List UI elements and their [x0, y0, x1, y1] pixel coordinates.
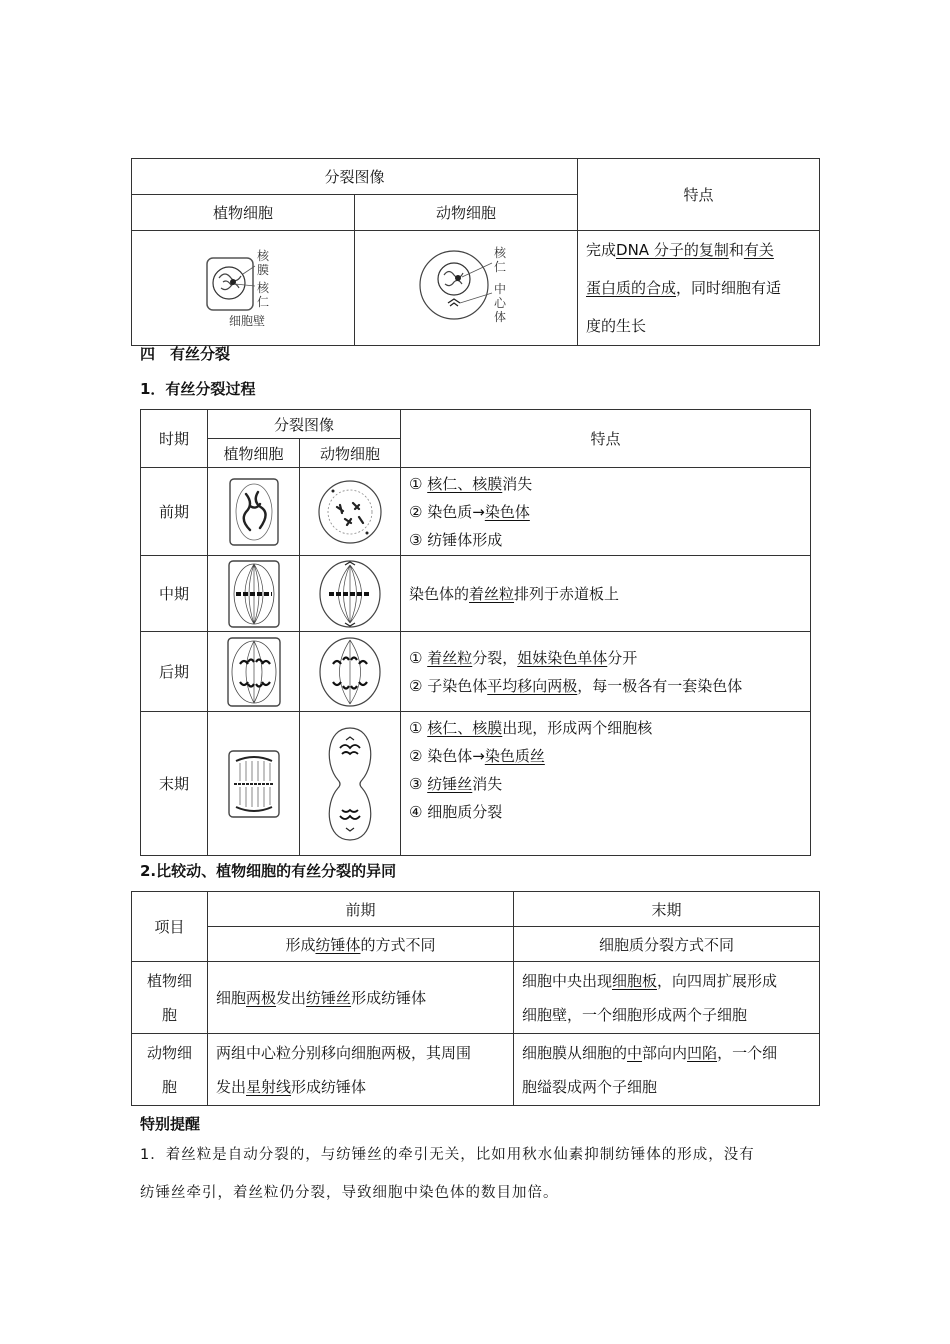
- animal-label-0: 核: [494, 246, 507, 260]
- reminder-title: 特别提醒: [140, 1115, 201, 1133]
- feature-text: 消失: [502, 474, 533, 493]
- metaphase-features: [401, 556, 811, 632]
- reminder-paragraph: [140, 1140, 820, 1208]
- comparison-title: 2.比较动、植物细胞的有丝分裂的异同: [140, 862, 397, 880]
- plant-metaphase-figure: [208, 556, 300, 632]
- row-plant-cell: [132, 962, 208, 1034]
- telophase-features: [401, 712, 811, 856]
- item-number: ②: [409, 746, 428, 765]
- cell-text: 两组中心粒分别移向细胞两极，其周围: [216, 1043, 472, 1062]
- period-metaphase: 中期: [141, 556, 208, 632]
- feature-text: 染色体→: [427, 746, 485, 765]
- row-label: 胞: [161, 1005, 177, 1024]
- plant-prophase-diagram: [226, 476, 282, 548]
- animal-metaphase-figure: [300, 556, 401, 632]
- plant-prophase-figure: [208, 468, 300, 556]
- feature-text: 排列于赤道板上: [514, 584, 620, 603]
- cell-text: 形成: [285, 935, 316, 954]
- row-label: 动物细: [146, 1043, 192, 1062]
- feature-text: 完成: [586, 241, 617, 259]
- cell-text: 细胞: [216, 989, 247, 1007]
- animal-metaphase-diagram: [317, 559, 383, 629]
- underlined-term: 纺锤丝: [427, 774, 473, 793]
- underlined-term: 染色体: [484, 502, 530, 521]
- plant-prophase-cell: [208, 962, 514, 1034]
- plant-label-3: 仁: [257, 295, 270, 309]
- period-anaphase: 后期: [141, 632, 208, 712]
- animal-prophase-diagram: [315, 477, 385, 547]
- animal-telophase-figure: [300, 712, 401, 856]
- plant-interphase-figure: [132, 231, 355, 346]
- feature-text: 染色体的: [409, 584, 470, 603]
- plant-telophase-cell: [514, 962, 820, 1034]
- feature-text: ④ 细胞质分裂: [409, 802, 503, 821]
- telophase-difference: 细胞质分裂方式不同: [514, 927, 820, 962]
- section4-title: 四 有丝分裂: [140, 345, 231, 363]
- feature-text: 分开: [607, 648, 638, 667]
- plant-label-4: 细胞壁: [229, 314, 266, 328]
- cell-text: 的方式不同: [360, 935, 436, 954]
- header-features: 特点: [401, 410, 811, 468]
- animal-prophase-figure: [300, 468, 401, 556]
- feature-text: ，同时细胞有适: [676, 279, 782, 297]
- underlined-term: 着丝粒: [427, 648, 473, 667]
- item-number: ①: [409, 718, 428, 737]
- animal-label-2: 中: [494, 282, 507, 296]
- feature-underlined: 蛋白质的合成: [586, 279, 677, 297]
- item-number: ②: [409, 676, 428, 695]
- feature-text: 分裂，: [472, 648, 518, 667]
- animal-anaphase-figure: [300, 632, 401, 712]
- underlined-term: 染色质丝: [484, 746, 545, 765]
- row-animal-cell: [132, 1034, 208, 1106]
- interphase-features: [578, 231, 820, 346]
- underlined-term: 星射线: [246, 1077, 292, 1096]
- item-number: ①: [409, 474, 428, 493]
- feature-text: ③ 纺锤体形成: [409, 530, 503, 549]
- item-number: ①: [409, 648, 428, 667]
- animal-prophase-cell: [208, 1034, 514, 1106]
- reminder-line-1: 1．着丝粒是自动分裂的，与纺锤丝的牵引无关，比如用秋水仙素抑制纺锤体的形成，没有: [140, 1147, 755, 1163]
- plant-telophase-diagram: [226, 749, 282, 819]
- period-prophase: 前期: [141, 468, 208, 556]
- plant-label-0: 核: [257, 249, 270, 263]
- underlined-term: 着丝粒: [469, 584, 515, 603]
- feature-text: 和: [728, 241, 744, 259]
- header-features: 特点: [578, 159, 820, 231]
- cell-text: 细胞壁，一个细胞形成两个子细胞: [522, 1005, 748, 1024]
- row-label: 胞: [161, 1077, 177, 1096]
- prophase-difference: [208, 927, 514, 962]
- plant-interphase-diagram: [203, 248, 283, 328]
- plant-telophase-figure: [208, 712, 300, 856]
- underlined-term: 平均移向两极: [487, 676, 578, 695]
- animal-telophase-cell: [514, 1034, 820, 1106]
- underlined-term: 纺锤丝: [306, 989, 352, 1007]
- mitosis-table: [140, 409, 811, 856]
- feature-underlined: 有关: [743, 241, 774, 259]
- reminder-line-2: 纺锤丝牵引，着丝粒仍分裂，导致细胞中染色体的数目加倍。: [140, 1185, 559, 1201]
- cell-text: 部向内: [642, 1043, 688, 1062]
- underlined-term: 凹陷: [687, 1043, 718, 1062]
- feature-text: 染色质→: [427, 502, 485, 521]
- feature-text: 消失: [472, 774, 503, 793]
- plant-anaphase-figure: [208, 632, 300, 712]
- plant-label-1: 膜: [257, 263, 270, 277]
- anaphase-features: [401, 632, 811, 712]
- feature-text: 度的生长: [586, 317, 647, 335]
- underlined-term: 姐妹染色单体: [517, 648, 608, 667]
- mitosis-process-title: 1．有丝分裂过程: [140, 380, 256, 398]
- cell-text: 形成纺锤体: [291, 1077, 367, 1096]
- interphase-table: [131, 158, 820, 346]
- header-item: 项目: [132, 892, 208, 962]
- cell-text: ，向四周扩展形成: [657, 971, 778, 990]
- prophase-features: [401, 468, 811, 556]
- col-animal-cell: 动物细胞: [355, 195, 578, 231]
- cell-text: 发出: [216, 1077, 247, 1096]
- cell-text: 发出: [276, 989, 307, 1007]
- cell-text: ，一个细: [717, 1043, 778, 1062]
- header-plant: 植物细胞: [208, 439, 300, 468]
- cell-text: 细胞膜从细胞的: [522, 1043, 628, 1062]
- period-telophase: 末期: [141, 712, 208, 856]
- animal-label-4: 体: [494, 310, 507, 324]
- underlined-term: 纺锤体: [315, 935, 361, 954]
- underlined-term: 中: [627, 1043, 643, 1062]
- plant-anaphase-diagram: [226, 636, 282, 708]
- animal-telophase-diagram: [320, 724, 380, 844]
- col-plant-cell: 植物细胞: [132, 195, 355, 231]
- feature-underlined: DNA 分子的复制: [616, 241, 729, 259]
- item-number: ③: [409, 774, 428, 793]
- header-animal: 动物细胞: [300, 439, 401, 468]
- underlined-term: 核仁、核膜: [427, 718, 503, 737]
- feature-text: 子染色体: [427, 676, 488, 695]
- underlined-term: 核仁、核膜: [427, 474, 503, 493]
- plant-metaphase-diagram: [226, 559, 282, 629]
- item-number: ②: [409, 502, 428, 521]
- row-label: 植物细: [146, 971, 192, 990]
- comparison-table: [131, 891, 820, 1106]
- animal-label-3: 心: [494, 296, 507, 310]
- feature-text: ，每一极各有一套染色体: [577, 676, 743, 695]
- underlined-term: 细胞板: [612, 971, 658, 990]
- header-prophase: 前期: [208, 892, 514, 927]
- header-division-images: 分裂图像: [132, 159, 578, 195]
- cell-text: 形成纺锤体: [351, 989, 427, 1007]
- cell-text: 胞缢裂成两个子细胞: [522, 1077, 658, 1096]
- animal-anaphase-diagram: [317, 636, 383, 708]
- header-telophase: 末期: [514, 892, 820, 927]
- underlined-term: 两极: [246, 989, 277, 1007]
- feature-text: 出现，形成两个细胞核: [502, 718, 653, 737]
- cell-text: 细胞中央出现: [522, 971, 613, 990]
- animal-label-1: 仁: [494, 260, 507, 274]
- plant-label-2: 核: [257, 281, 270, 295]
- header-period: 时期: [141, 410, 208, 468]
- header-images: 分裂图像: [208, 410, 401, 439]
- animal-interphase-diagram: [418, 243, 514, 333]
- animal-interphase-figure: [355, 231, 578, 346]
